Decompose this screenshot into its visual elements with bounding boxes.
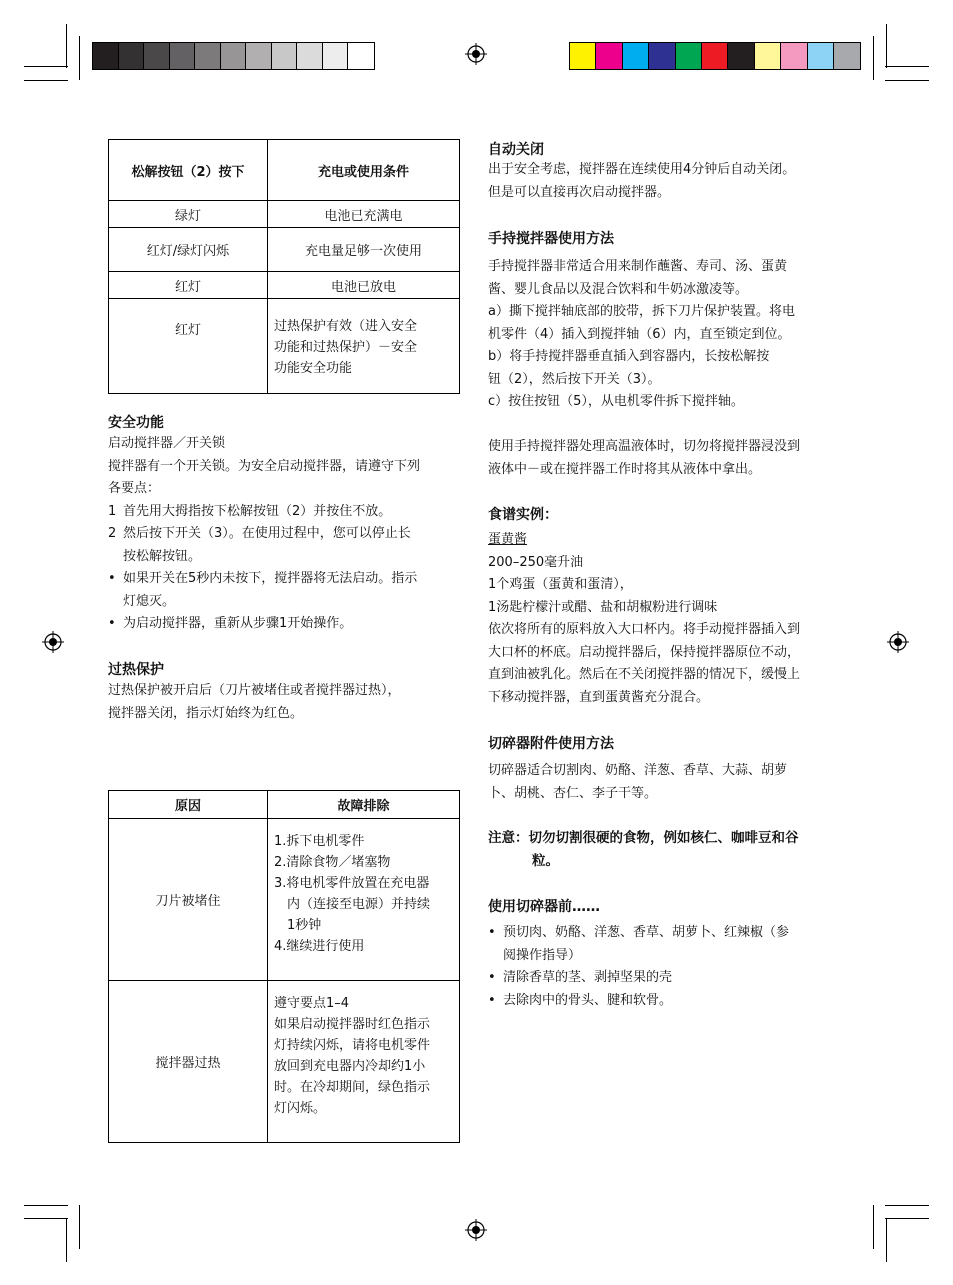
crop-mark bbox=[873, 1205, 874, 1249]
indicator-cell: 绿灯 bbox=[109, 201, 268, 228]
overheat-heading: 过热保护 bbox=[108, 662, 164, 678]
crop-mark bbox=[79, 36, 80, 80]
color-swatch bbox=[728, 43, 754, 69]
before-chopping-heading: 使用切碎器前…… bbox=[488, 899, 600, 915]
list-item: • 清除香草的茎、剥掉坚果的壳 bbox=[488, 970, 673, 985]
condition-cell: 过热保护有效（进入安全 功能和过热保护）－安全 功能安全功能 bbox=[268, 299, 460, 394]
gray-swatch bbox=[348, 43, 374, 69]
gray-swatch bbox=[119, 43, 145, 69]
crop-mark bbox=[885, 1218, 929, 1219]
color-swatch bbox=[781, 43, 807, 69]
crop-mark bbox=[885, 66, 929, 67]
color-swatch bbox=[834, 43, 860, 69]
safety-heading: 安全功能 bbox=[108, 415, 164, 431]
table-header-cell: 松解按钮（2）按下 bbox=[109, 140, 268, 201]
auto-off-heading: 自动关闭 bbox=[488, 142, 544, 158]
color-swatch bbox=[623, 43, 649, 69]
chopper-warning: 注意：切勿切割很硬的食物，例如核仁、咖啡豆和谷 粒。 bbox=[488, 830, 799, 869]
crop-mark bbox=[24, 1205, 68, 1206]
safety-text: 启动搅拌器／开关锁 搅拌器有一个开关锁。为安全启动搅拌器，请遵守下列 各要点： 1 首先用大拇指按下松解按钮（2）并按住不放。 2 然后按下开关（3）。在使用过程中，您可以停止长 按松解按钮。 • 如果开关在5秒内未按下，搅拌器将无法启动。指示 灯熄灭。 • 为启动搅拌器，重新从步骤1开始操作。 bbox=[108, 433, 468, 636]
recipe-text: 蛋黄酱 200–250毫升油 1个鸡蛋（蛋黄和蛋清）， 1汤匙柠檬汁或醋、盐和胡椒粉进行调味 依次将所有的原料放入大口杯内。将手动搅拌器插入到 大口杯的杯底。启动搅拌器后，保持搅拌器原位不动， 直到油被乳化。然后在不关闭搅拌器的情况下，缓慢上 下移动搅拌器，直到蛋黄酱充分混合。 bbox=[488, 529, 858, 709]
gray-swatch bbox=[272, 43, 298, 69]
overheat-text: 过热保护被开启后（刀片被堵住或者搅拌器过热）， 搅拌器关闭，指示灯始终为红色。 bbox=[108, 683, 401, 721]
remedy-cell: 1.拆下电机零件 2.清除食物／堵塞物 3.将电机零件放置在充电器 内（连接至电源）并持续 1秒钟 4.继续进行使用 bbox=[268, 819, 460, 981]
crop-mark bbox=[24, 80, 68, 81]
charging-status-table bbox=[108, 139, 460, 394]
chopper-heading: 切碎器附件使用方法 bbox=[488, 736, 614, 752]
list-item: • 预切肉、奶酪、洋葱、香草、胡萝卜、红辣椒（参 bbox=[488, 925, 790, 940]
registration-mark-icon bbox=[465, 43, 487, 65]
table-header-cell: 充电或使用条件 bbox=[268, 140, 460, 201]
hand-blender-note: 使用手持搅拌器处理高温液体时，切勿将搅拌器浸没到 液体中－或在搅拌器工作时将其从液体中拿出。 bbox=[488, 439, 801, 477]
crop-mark bbox=[24, 1218, 68, 1219]
crop-mark bbox=[873, 36, 874, 80]
recipe-heading: 食谱实例： bbox=[488, 507, 558, 523]
registration-mark-icon bbox=[465, 1219, 487, 1241]
recipe-subtitle: 蛋黄酱 bbox=[488, 532, 528, 547]
color-swatch bbox=[649, 43, 675, 69]
auto-off-text: 出于安全考虑，搅拌器在连续使用4分钟后自动关闭。 但是可以直接再次启动搅拌器。 bbox=[488, 162, 796, 200]
before-chopping-list: • 预切肉、奶酪、洋葱、香草、胡萝卜、红辣椒（参 阅操作指导） • 清除香草的茎、剥掉坚果的壳 • 去除肉中的骨头、腱和软骨。 bbox=[488, 922, 858, 1012]
list-item: • 如果开关在5秒内未按下，搅拌器将无法启动。指示 bbox=[108, 571, 418, 586]
crop-mark bbox=[66, 1218, 67, 1262]
crop-mark bbox=[66, 24, 67, 68]
condition-cell: 充电量足够一次使用 bbox=[268, 228, 460, 272]
gray-swatch bbox=[323, 43, 349, 69]
indicator-cell: 红灯 bbox=[109, 272, 268, 299]
hand-blender-text: 手持搅拌器非常适合用来制作蘸酱、寿司、汤、蛋黄 酱、婴儿食品以及混合饮料和牛奶冰激凌等。 a）撕下搅拌轴底部的胶带，拆下刀片保护装置。将电 机零件（4）插入到搅拌轴（6）内，直至锁定到位。 b）将手持搅拌器垂直插入到容器内，长按松解按 钮（2），然后按下开关（3）。 c）按住按钮（5），从电机零件拆下搅拌轴。 bbox=[488, 259, 795, 409]
hand-blender-heading: 手持搅拌器使用方法 bbox=[488, 231, 614, 247]
list-item: • 为启动搅拌器，重新从步骤1开始操作。 bbox=[108, 616, 353, 631]
cmyk-color-bar bbox=[569, 42, 861, 70]
registration-mark-icon bbox=[42, 631, 64, 653]
indicator-cell: 红灯 bbox=[109, 299, 268, 394]
gray-swatch bbox=[195, 43, 221, 69]
crop-mark bbox=[24, 66, 68, 67]
table-header-cell: 故障排除 bbox=[268, 791, 460, 819]
list-item: 1 首先用大拇指按下松解按钮（2）并按住不放。 bbox=[108, 503, 392, 519]
remedy-cell: 遵守要点1–4 如果启动搅拌器时红色指示 灯持续闪烁，请将电机零件 放回到充电器内冷却约1小 时。在冷却期间，绿色指示 灯闪烁。 bbox=[268, 981, 460, 1143]
color-swatch bbox=[702, 43, 728, 69]
list-item: • 去除肉中的骨头、腱和软骨。 bbox=[488, 992, 673, 1008]
color-swatch bbox=[596, 43, 622, 69]
gray-swatch bbox=[170, 43, 196, 69]
list-item: 2 然后按下开关（3）。在使用过程中，您可以停止长 bbox=[108, 526, 411, 541]
table-header-cell: 原因 bbox=[109, 791, 268, 819]
crop-mark bbox=[886, 24, 887, 68]
registration-mark-icon bbox=[887, 631, 909, 653]
color-swatch bbox=[570, 43, 596, 69]
gray-swatch bbox=[144, 43, 170, 69]
cause-cell: 刀片被堵住 bbox=[109, 819, 268, 981]
crop-mark bbox=[886, 1218, 887, 1262]
crop-mark bbox=[79, 1205, 80, 1249]
condition-cell: 电池已放电 bbox=[268, 272, 460, 299]
gray-swatch bbox=[246, 43, 272, 69]
gray-swatch bbox=[297, 43, 323, 69]
crop-mark bbox=[885, 1205, 929, 1206]
gray-swatch bbox=[93, 43, 119, 69]
color-swatch bbox=[808, 43, 834, 69]
cause-cell: 搅拌器过热 bbox=[109, 981, 268, 1143]
troubleshooting-table bbox=[108, 790, 460, 1143]
gray-swatch bbox=[221, 43, 247, 69]
color-swatch bbox=[755, 43, 781, 69]
chopper-text: 切碎器适合切割肉、奶酪、洋葱、香草、大蒜、胡萝 卜、胡桃、杏仁、李子干等。 bbox=[488, 763, 788, 801]
crop-mark bbox=[885, 80, 929, 81]
color-swatch bbox=[676, 43, 702, 69]
condition-cell: 电池已充满电 bbox=[268, 201, 460, 228]
indicator-cell: 红灯/绿灯闪烁 bbox=[109, 228, 268, 272]
grayscale-color-bar bbox=[92, 42, 375, 70]
